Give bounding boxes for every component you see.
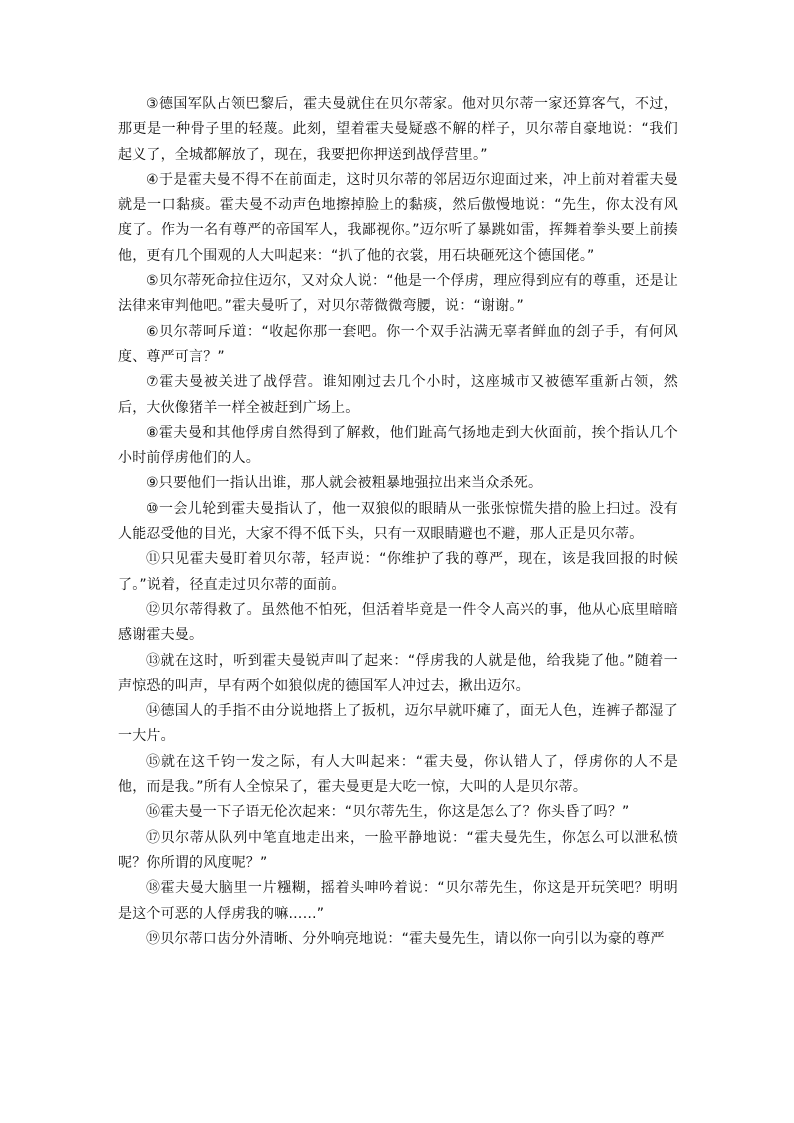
- paragraph-17: ⑰贝尔蒂从队列中笔直地走出来，一脸平静地说：“霍夫曼先生，你怎么可以泄私愤呢？你所谓的风度呢？”: [118, 829, 678, 871]
- paragraph-8: ⑧霍夫曼和其他俘虏自然得到了解救，他们趾高气扬地走到大伙面前，挨个指认几个小时前俘虏他们的人。: [118, 424, 678, 467]
- paragraph-19: ⑲贝尔蒂口齿分外清晰、分外响亮地说：“霍夫曼先生，请以你一向引以为豪的尊严: [146, 930, 665, 947]
- paragraph-11: ⑪只见霍夫曼盯着贝尔蒂，轻声说：“你维护了我的尊严，现在，该是我回报的时候了。”说着，径直走过贝尔蒂的面前。: [118, 551, 678, 593]
- paragraph-14: ⑭德国人的手指不由分说地搭上了扳机，迈尔早就吓瘫了，面无人色，连裤子都湿了一大片。: [118, 703, 678, 745]
- paragraph-7: ⑦霍夫曼被关进了战俘营。谁知刚过去几个小时，这座城市又被德军重新占领，然后，大伙像猪羊一样全被赶到广场上。: [118, 374, 678, 416]
- paragraph-9: ⑨只要他们一指认出谁，那人就会被粗暴地强拉出来当众杀死。: [146, 475, 543, 492]
- paragraph-13: ⑬就在这时，听到霍夫曼锐声叫了起来：“俘虏我的人就是他，给我毙了他。”随着一声惊恐的叫声，早有两个如狼似虎的德国军人冲过去，揪出迈尔。: [118, 652, 678, 694]
- paragraph-16: ⑯霍夫曼一下子语无伦次起来：“贝尔蒂先生，你这是怎么了？你头昏了吗？”: [146, 804, 630, 821]
- paragraph-3: ③德国军队占领巴黎后，霍夫曼就住在贝尔蒂家。他对贝尔蒂一家还算客气，不过，那更是一种骨子里的轻蔑。此刻，望着霍夫曼疑惑不解的样子，贝尔蒂自豪地说：“我们起义了，全城都解放了，现在，我要把你押送到战俘营里。”: [118, 96, 678, 163]
- paragraph-15: ⑮就在这千钧一发之际，有人大叫起来：“霍夫曼，你认错人了，俘虏你的人不是他，而是我。”所有人全惊呆了，霍夫曼更是大吃一惊，大叫的人是贝尔蒂。: [118, 753, 678, 796]
- paragraph-4: ④于是霍夫曼不得不在前面走，这时贝尔蒂的邻居迈尔迎面过来，冲上前对着霍夫曼就是一口黏痰。霍夫曼不动声色地擦掉脸上的黏痰，然后傲慢地说：“先生，你太没有风度了。作为一名有尊严的帝国军人，我鄙视你。”迈尔听了暴跳如雷，挥舞着拳头要上前揍他，更有几个围观的人大叫起来：“扒了他的衣裳，用石块砸死这个德国佬。”: [118, 171, 678, 264]
- paragraph-5: ⑤贝尔蒂死命拉住迈尔，又对众人说：“他是一个俘虏，理应得到应有的尊重，还是让法律来审判他吧。”霍夫曼听了，对贝尔蒂微微弯腰，说：“谢谢。”: [118, 273, 678, 315]
- paragraph-12: ⑫贝尔蒂得救了。虽然他不怕死，但活着毕竟是一件令人高兴的事，他从心底里暗暗感谢霍夫曼。: [118, 601, 678, 644]
- document-body: [118, 92, 678, 952]
- paragraph-10: ⑩一会儿轮到霍夫曼指认了，他一双狼似的眼睛从一张张惊慌失措的脸上扫过。没有人能忍受他的目光，大家不得不低下头，只有一双眼睛避也不避，那人正是贝尔蒂。: [118, 500, 678, 543]
- paragraph-18: ⑱霍夫曼大脑里一片糨糊，摇着头呻吟着说：“贝尔蒂先生，你这是开玩笑吧？明明是这个可恶的人俘虏我的嘛……”: [118, 880, 678, 922]
- paragraph-6: ⑥贝尔蒂呵斥道：“收起你那一套吧。你一个双手沾满无辜者鲜血的刽子手，有何风度、尊严可言？”: [118, 323, 678, 365]
